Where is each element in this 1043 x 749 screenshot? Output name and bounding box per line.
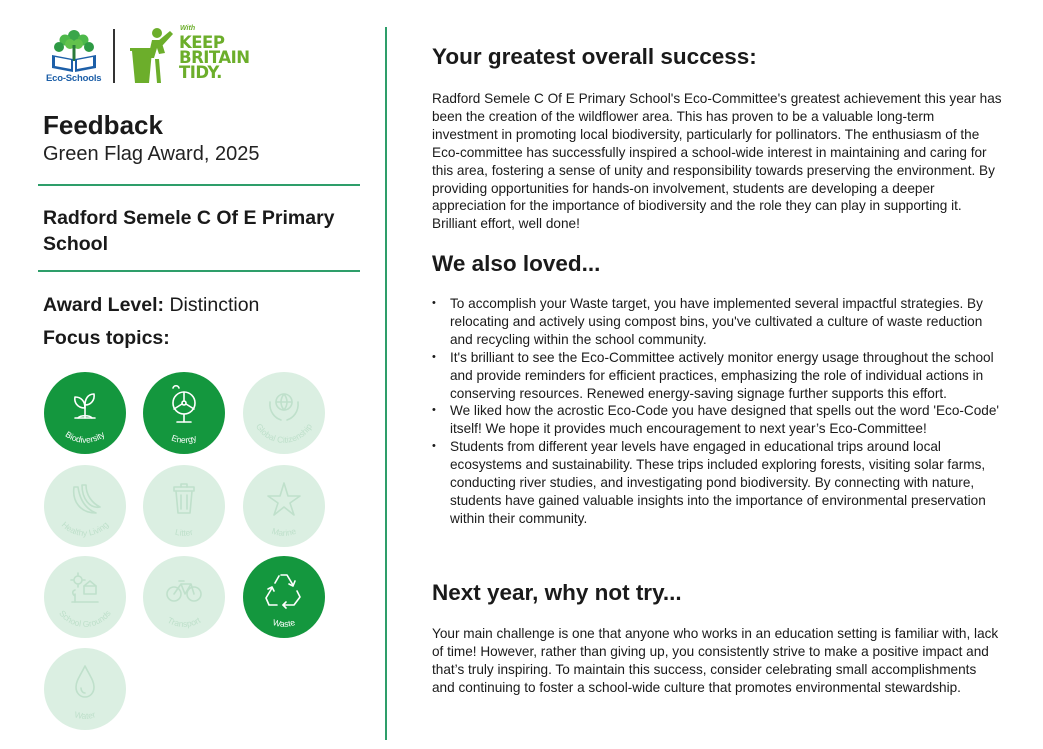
sidebar [0,0,386,749]
focus-topic-label: Energy [170,432,198,445]
loved-list [432,295,1004,528]
focus-topic-label: Biodiversity [63,429,107,445]
kbt-with: With [180,25,196,32]
tidyman-icon [128,27,176,85]
success-heading: Your greatest overall success: [432,44,757,69]
starfish-icon [268,483,300,515]
kbt-line: TIDY. [179,63,222,82]
page-title: Feedback [43,110,163,140]
kbt-line: KEEP [179,33,225,52]
focus-topic-label: Transport [165,614,203,629]
bicycle-icon [167,581,201,601]
column-divider [385,27,387,740]
water-drop-icon [76,666,94,697]
focus-topic-marine [243,465,325,547]
list-item: • We liked how the acrostic Eco-Code you have designed that spells out the word 'Eco-Code' itself! We hope it provides much encouragement to next year’s Eco-Committee! [432,402,1004,438]
next-heading: Next year, why not try... [432,580,682,605]
divider-rule [38,270,360,272]
wind-turbine-icon [173,386,195,422]
next-text: Your main challenge is one that anyone who works in an education setting is familiar with, lack of time! However, rather than giving up, you consistently strive to make a positive impact and that’s truly inspiring. To maintain this success, consider celebrating small accomplishments and continuing to foster a school-wide culture that promotes environmental stewardship. [432,626,999,695]
banana-icon [74,485,100,513]
list-item: • To accomplish your Waste target, you have implemented several impactful strategies. By relocating and actively using compost bins, you've cultivated a culture of waste reduction and recycling within the school community. [432,295,1004,349]
list-item: • It's brilliant to see the Eco-Committee actively monitor energy usage throughout the school and provide reminders for efficient practices, emphasizing the role of individual actions in conserving resources. Renewed energy-saving signage further supports this effort. [432,349,1004,403]
logo-separator [113,29,115,83]
recycle-icon [266,575,300,608]
divider-rule [38,184,360,186]
award-level [43,294,259,317]
school-name: Radford Semele C Of E Primary School [43,207,335,255]
loved-heading: We also loved... [432,251,601,276]
hands-globe-icon [270,394,298,420]
focus-topic-water [44,648,126,730]
focus-topic-global-citizenship [243,372,325,454]
award-label: Award Level: [43,294,165,316]
sprout-icon [75,394,95,418]
focus-topic-transport [143,556,225,638]
kbt-line: BRITAIN [179,48,250,67]
focus-topic-label: Global Citizenship [254,421,314,445]
award-value: Distinction [169,294,260,316]
focus-topic-energy [143,372,225,454]
focus-topic-label: School Grounds [57,608,113,629]
focus-topic-label: Litter [174,526,194,538]
focus-topic-waste [243,556,325,638]
focus-topic-label: Waste [271,617,297,629]
focus-topic-label: Healthy Living [59,519,111,538]
list-item: • Students from different year levels have engaged in educational trips around local ecosystems and sustainability. These trips included exploring forests, visiting solar farms, conducting river studies, and investigating pond biodiversity. By connecting with nature, students have gained valuable insights into the importance of environmental preservation within their community. [432,438,1004,528]
page-subtitle: Green Flag Award, 2025 [43,143,260,165]
focus-topic-label: Marine [270,525,298,538]
bin-icon [174,484,194,513]
focus-topics-heading: Focus topics: [43,327,170,349]
focus-topic-label: Water [73,709,97,721]
eco-schools-wordmark: Eco-Schools [46,73,102,84]
keep-britain-tidy-wordmark [179,35,250,80]
garden-icon [71,573,98,602]
focus-topic-biodiversity [44,372,126,454]
focus-topic-healthy-living [44,465,126,547]
focus-topic-litter [143,465,225,547]
success-text: Radford Semele C Of E Primary School's Eco-Committee's greatest achievement this year has been the creation of the wildflower area. This has proven to be a valuable long-term investment in promoting local biodiversity, particularly for pollinators. The enthusiasm of the Eco-committee has successfully inspired a school-wide interest in maintaining and caring for this area, fostering a sense of unity and responsibility towards preserving the environment. By providing opportunities for hands-on involvement, students are developing a deeper appreciation for the importance of biodiversity and the role they can play in supporting it. Brilliant effort, well done! [432,91,1002,232]
focus-topic-school-grounds [44,556,126,638]
